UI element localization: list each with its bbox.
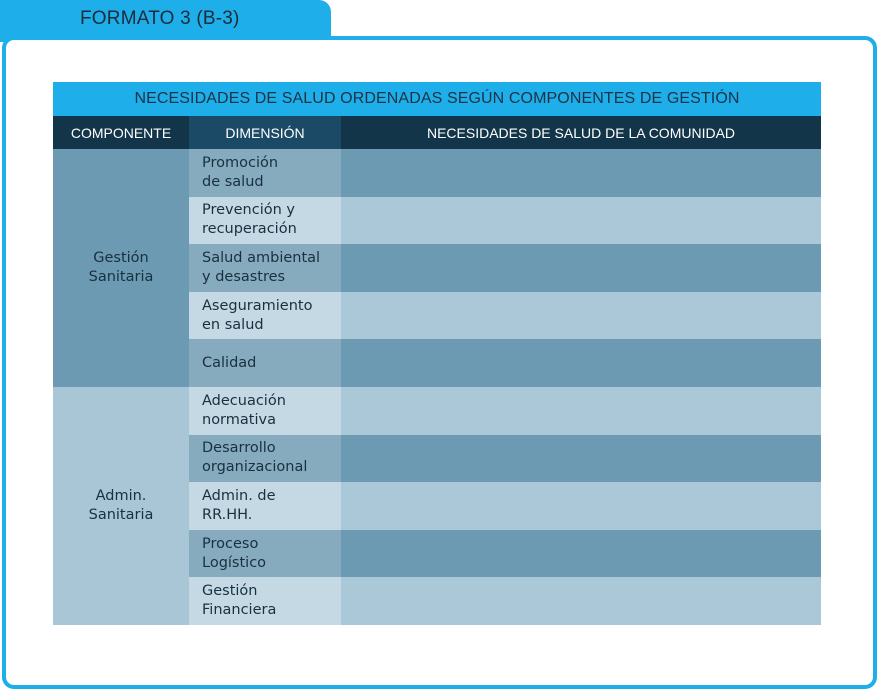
componente-cell <box>53 387 189 625</box>
necesidades-cell[interactable] <box>341 577 821 625</box>
necesidades-cell[interactable] <box>341 339 821 387</box>
table-row <box>189 244 821 292</box>
table-title: NECESIDADES DE SALUD ORDENADAS SEGÚN COMPONENTES DE GESTIÓN <box>53 82 821 116</box>
necesidades-cell[interactable] <box>341 530 821 578</box>
necesidades-cell[interactable] <box>341 149 821 197</box>
dimension-cell <box>189 435 341 483</box>
dimension-cell <box>189 197 341 245</box>
table-row <box>189 577 821 625</box>
necesidades-cell[interactable] <box>341 244 821 292</box>
necesidades-cell[interactable] <box>341 197 821 245</box>
componente-label: Gestión Sanitaria <box>88 249 154 285</box>
table-row <box>189 387 821 435</box>
dimension-label: Admin. de RR.HH. <box>202 487 276 523</box>
dimension-label: Calidad <box>202 354 257 371</box>
dimension-cell <box>189 339 341 387</box>
dimension-cell <box>189 292 341 340</box>
dimension-cell <box>189 244 341 292</box>
table-row <box>189 435 821 483</box>
dimension-cell <box>189 577 341 625</box>
table-row <box>189 339 821 387</box>
group-gestion-sanitaria <box>53 149 821 387</box>
table-row <box>189 197 821 245</box>
dimension-cell <box>189 387 341 435</box>
necesidades-cell[interactable] <box>341 435 821 483</box>
dimension-label: Aseguramiento en salud <box>202 297 313 333</box>
componente-cell <box>53 149 189 387</box>
format-label: FORMATO 3 (B-3) <box>80 8 240 29</box>
table-row <box>189 292 821 340</box>
necesidades-cell[interactable] <box>341 482 821 530</box>
table-row <box>189 482 821 530</box>
dimension-cell <box>189 482 341 530</box>
table-row <box>189 149 821 197</box>
table-row <box>189 530 821 578</box>
header-dimension: DIMENSIÓN <box>189 116 341 149</box>
necesidades-cell[interactable] <box>341 387 821 435</box>
header-necesidades: NECESIDADES DE SALUD DE LA COMUNIDAD <box>341 116 821 149</box>
dimension-label: Adecuación normativa <box>202 392 286 428</box>
dimension-label: Desarrollo organizacional <box>202 440 308 476</box>
componente-label: Admin. Sanitaria <box>88 487 154 523</box>
necesidades-cell[interactable] <box>341 292 821 340</box>
dimension-label: Proceso Logístico <box>202 535 267 571</box>
needs-table <box>53 82 821 625</box>
dimension-label: Promoción de salud <box>202 154 279 190</box>
table-header-row <box>53 116 821 149</box>
header-componente: COMPONENTE <box>53 116 189 149</box>
dimension-label: Gestión Financiera <box>202 583 277 619</box>
dimension-cell <box>189 149 341 197</box>
group-admin-sanitaria <box>53 387 821 625</box>
dimension-label: Prevención y recuperación <box>202 202 297 238</box>
dimension-cell <box>189 530 341 578</box>
dimension-label: Salud ambiental y desastres <box>202 249 321 285</box>
